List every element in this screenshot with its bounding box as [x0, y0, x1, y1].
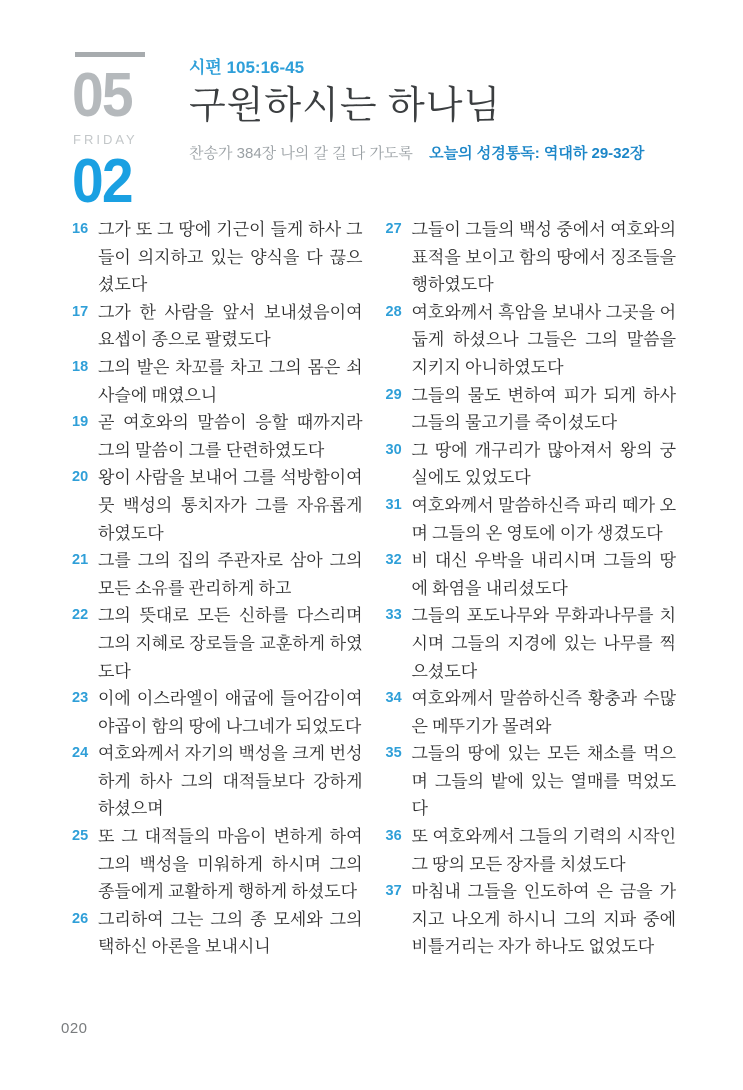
verse-text: 여호와께서 자기의 백성을 크게 번성하게 하사 그의 대적들보다 강하게 하셨으며	[98, 744, 363, 819]
verse-25	[72, 823, 363, 906]
verse-number: 33	[385, 607, 402, 624]
subtitle-row	[189, 142, 689, 163]
verse-text: 또 여호와께서 그들의 기력의 시작인 그 땅의 모든 장자를 치셨도다	[411, 827, 676, 874]
verse-26	[72, 906, 363, 961]
bible-reading-plan: 오늘의 성경통독: 역대하 29-32장	[429, 144, 645, 162]
verse-33	[386, 602, 677, 685]
verse-text: 그들의 포도나무와 무화과나무를 치시며 그들의 지경에 있는 나무를 찍으셨도다	[411, 606, 676, 681]
verse-36	[386, 823, 677, 878]
verse-31	[386, 492, 677, 547]
verse-text: 곧 여호와의 말씀이 응할 때까지라 그의 말씀이 그를 단련하였도다	[98, 413, 363, 460]
verse-text: 비 대신 우박을 내리시며 그들의 땅에 화염을 내리셨도다	[411, 551, 676, 598]
verse-text: 그 땅에 개구리가 많아져서 왕의 궁실에도 있었도다	[411, 440, 676, 488]
passage-reference: 시편 105:16-45	[189, 58, 305, 77]
verse-27	[386, 216, 677, 299]
verse-text: 그의 발은 차꼬를 차고 그의 몸은 쇠사슬에 매였으니	[98, 357, 363, 405]
date-divider-bar	[75, 52, 145, 57]
verse-number: 17	[72, 303, 89, 320]
verse-35	[386, 740, 677, 823]
verse-16	[72, 216, 363, 299]
verse-text: 그리하여 그는 그의 종 모세와 그의 택하신 아론을 보내시니	[98, 909, 363, 957]
verse-text: 여호와께서 흑암을 보내사 그곳을 어둡게 하셨으나 그들은 그의 말씀을 지키지 아니하였도다	[411, 302, 676, 377]
verse-24	[72, 740, 363, 823]
verse-number: 20	[72, 469, 89, 486]
page-header	[189, 53, 689, 163]
date-weekday: FRIDAY	[73, 132, 138, 147]
verse-number: 18	[72, 358, 89, 375]
verse-20	[72, 464, 363, 547]
verse-text: 그들의 물도 변하여 피가 되게 하사 그들의 물고기를 죽이셨도다	[411, 385, 676, 433]
verse-number: 24	[72, 745, 89, 762]
verse-37	[386, 878, 677, 961]
verse-text: 그를 그의 집의 주관자로 삼아 그의 모든 소유를 관리하게 하고	[98, 551, 363, 598]
verse-text: 또 그 대적들의 마음이 변하게 하여 그의 백성을 미워하게 하시며 그의 종들에게 교활하게 행하게 하셨도다	[98, 827, 363, 902]
verse-23	[72, 685, 363, 740]
verse-17	[72, 299, 363, 354]
verse-number: 25	[72, 828, 89, 845]
date-block	[72, 52, 162, 216]
verse-text: 그의 뜻대로 모든 신하를 다스리며 그의 지혜로 장로들을 교훈하게 하였도다	[98, 606, 363, 681]
verse-number: 26	[72, 910, 89, 927]
verse-number: 34	[385, 690, 402, 707]
verse-19	[72, 409, 363, 464]
verse-text: 그들의 땅에 있는 모든 채소를 먹으며 그들의 밭에 있는 열매를 먹었도다	[411, 744, 676, 819]
verse-number: 22	[72, 607, 89, 624]
page-number: 020	[61, 1020, 88, 1037]
verse-number: 23	[72, 690, 89, 707]
hymn-reference: 찬송가 384장 나의 갈 길 다 가도록	[189, 144, 413, 162]
verse-text: 그가 한 사람을 앞서 보내셨음이여 요셉이 종으로 팔렸도다	[98, 302, 363, 350]
verse-columns	[72, 216, 676, 961]
verse-number: 37	[385, 883, 402, 900]
verse-number: 32	[385, 552, 402, 569]
verse-text: 왕이 사람을 보내어 그를 석방함이여 뭇 백성의 통치자가 그를 자유롭게 하였도다	[98, 468, 363, 543]
verse-number: 30	[385, 441, 402, 458]
date-day: 02	[72, 147, 132, 216]
verse-34	[386, 685, 677, 740]
date-month: 05	[72, 61, 132, 130]
verse-number: 35	[385, 745, 402, 762]
verse-text: 이에 이스라엘이 애굽에 들어감이여 야곱이 함의 땅에 나그네가 되었도다	[98, 689, 363, 736]
verse-text: 여호와께서 말씀하신즉 황충과 수많은 메뚜기가 몰려와	[411, 689, 676, 736]
verse-number: 27	[385, 221, 402, 237]
verse-column-right	[386, 216, 677, 961]
verse-29	[386, 382, 677, 437]
verse-column-left	[72, 216, 363, 961]
verse-28	[386, 299, 677, 382]
verse-number: 36	[385, 828, 402, 845]
verse-number: 28	[385, 303, 402, 320]
verse-number: 31	[385, 496, 402, 513]
verse-number: 29	[385, 386, 402, 403]
verse-text: 여호와께서 말씀하신즉 파리 떼가 오며 그들의 온 영토에 이가 생겼도다	[411, 495, 676, 543]
verse-18	[72, 354, 363, 409]
verse-30	[386, 437, 677, 492]
verse-22	[72, 602, 363, 685]
verse-number: 19	[72, 414, 89, 431]
verse-text: 그가 또 그 땅에 기근이 들게 하사 그들이 의지하고 있는 양식을 다 끊으셨도다	[98, 220, 363, 295]
verse-number: 21	[72, 552, 89, 569]
verse-21	[72, 547, 363, 602]
page-title: 구원하시는 하나님	[189, 85, 502, 127]
verse-number: 16	[72, 221, 89, 237]
verse-32	[386, 547, 677, 602]
verse-text: 마침내 그들을 인도하여 은 금을 가지고 나오게 하시니 그의 지파 중에 비틀거리는 자가 하나도 없었도다	[411, 882, 676, 957]
verse-text: 그들이 그들의 백성 중에서 여호와의 표적을 보이고 함의 땅에서 징조들을 행하였도다	[411, 220, 676, 295]
